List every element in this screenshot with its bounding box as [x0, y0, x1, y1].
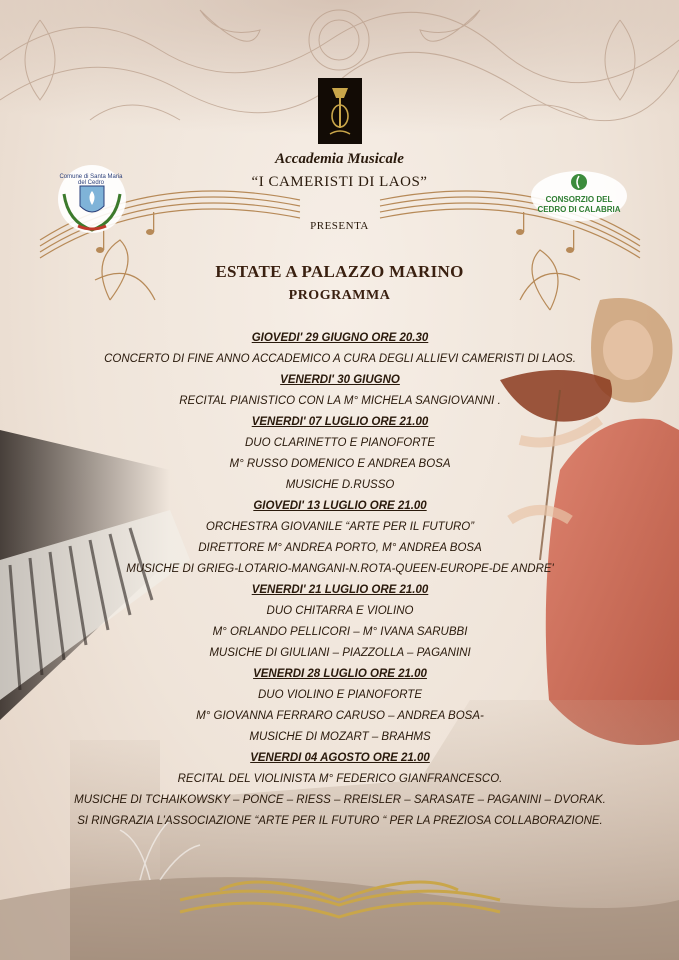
- program-line: MUSICHE D.RUSSO: [285, 479, 395, 491]
- program-line: RECITAL DEL VIOLINISTA M° FEDERICO GIANFRANCESCO.: [177, 773, 503, 785]
- program-line: RECITAL PIANISTICO CON LA M° MICHELA SANGIOVANNI .: [179, 395, 501, 407]
- program-date-heading: VENERDI' 21 LUGLIO ORE 21.00: [251, 584, 429, 596]
- program-date-heading: VENERDI 04 AGOSTO ORE 21.00: [250, 752, 430, 764]
- program-line: DIRETTORE M° ANDREA PORTO, M° ANDREA BOSA: [198, 542, 482, 554]
- program-line: DUO VIOLINO E PIANOFORTE: [257, 689, 422, 701]
- program-list: [40, 328, 640, 832]
- academy-logo: [318, 78, 362, 144]
- academy-name: “I CAMERISTI DI LAOS”: [251, 174, 428, 190]
- program-line: SI RINGRAZIA L’ASSOCIAZIONE “ARTE PER IL FUTURO “ PER LA PREZIOSA COLLABORAZIONE.: [77, 815, 603, 827]
- program-date-heading: GIOVEDI' 13 LUGLIO ORE 21.00: [253, 500, 427, 512]
- program-line: DUO CHITARRA E VIOLINO: [266, 605, 414, 617]
- program-line: DUO CLARINETTO E PIANOFORTE: [245, 437, 435, 449]
- consorzio-label-2: CEDRO DI CALABRIA: [537, 205, 621, 214]
- presenta-label: PRESENTA: [310, 220, 369, 232]
- event-title: ESTATE A PALAZZO MARINO: [215, 262, 464, 281]
- program-line: ORCHESTRA GIOVANILE “ARTE PER IL FUTURO”: [205, 521, 475, 533]
- music-notes: [96, 212, 574, 253]
- comune-label: Comune di Santa Maria del Cedro: [59, 174, 123, 186]
- program-line: M° ORLANDO PELLICORI – M° IVANA SARUBBI: [212, 626, 468, 638]
- academy-title: Accademia Musicale: [275, 151, 404, 167]
- program-date-heading: GIOVEDI' 29 GIUGNO ORE 20.30: [251, 332, 429, 344]
- program-line: MUSICHE DI GIULIANI – PIAZZOLLA – PAGANINI: [209, 647, 471, 659]
- program-line: MUSICHE DI MOZART – BRAHMS: [249, 731, 431, 743]
- program-date-heading: VENERDI' 30 GIUGNO: [280, 374, 400, 386]
- program-line: M° RUSSO DOMENICO E ANDREA BOSA: [229, 458, 451, 470]
- program-line: CONCERTO DI FINE ANNO ACCADEMICO A CURA DEGLI ALLIEVI CAMERISTI DI LAOS.: [104, 353, 576, 365]
- program-line: M° GIOVANNA FERRARO CARUSO – ANDREA BOSA-: [196, 710, 484, 722]
- program-line: MUSICHE DI TCHAIKOWSKY – PONCE – RIESS – RREISLER – SARASATE – PAGANINI – DVORAK.: [74, 794, 606, 806]
- program-line: MUSICHE DI GRIEG-LOTARIO-MANGANI-N.ROTA-QUEEN-EUROPE-DE ANDRE': [126, 563, 554, 575]
- program-date-heading: VENERDI 28 LUGLIO ORE 21.00: [253, 668, 427, 680]
- program-date-heading: VENERDI' 07 LUGLIO ORE 21.00: [251, 416, 429, 428]
- event-subtitle: PROGRAMMA: [288, 288, 391, 303]
- consorzio-label-1: CONSORZIO DEL: [545, 195, 613, 204]
